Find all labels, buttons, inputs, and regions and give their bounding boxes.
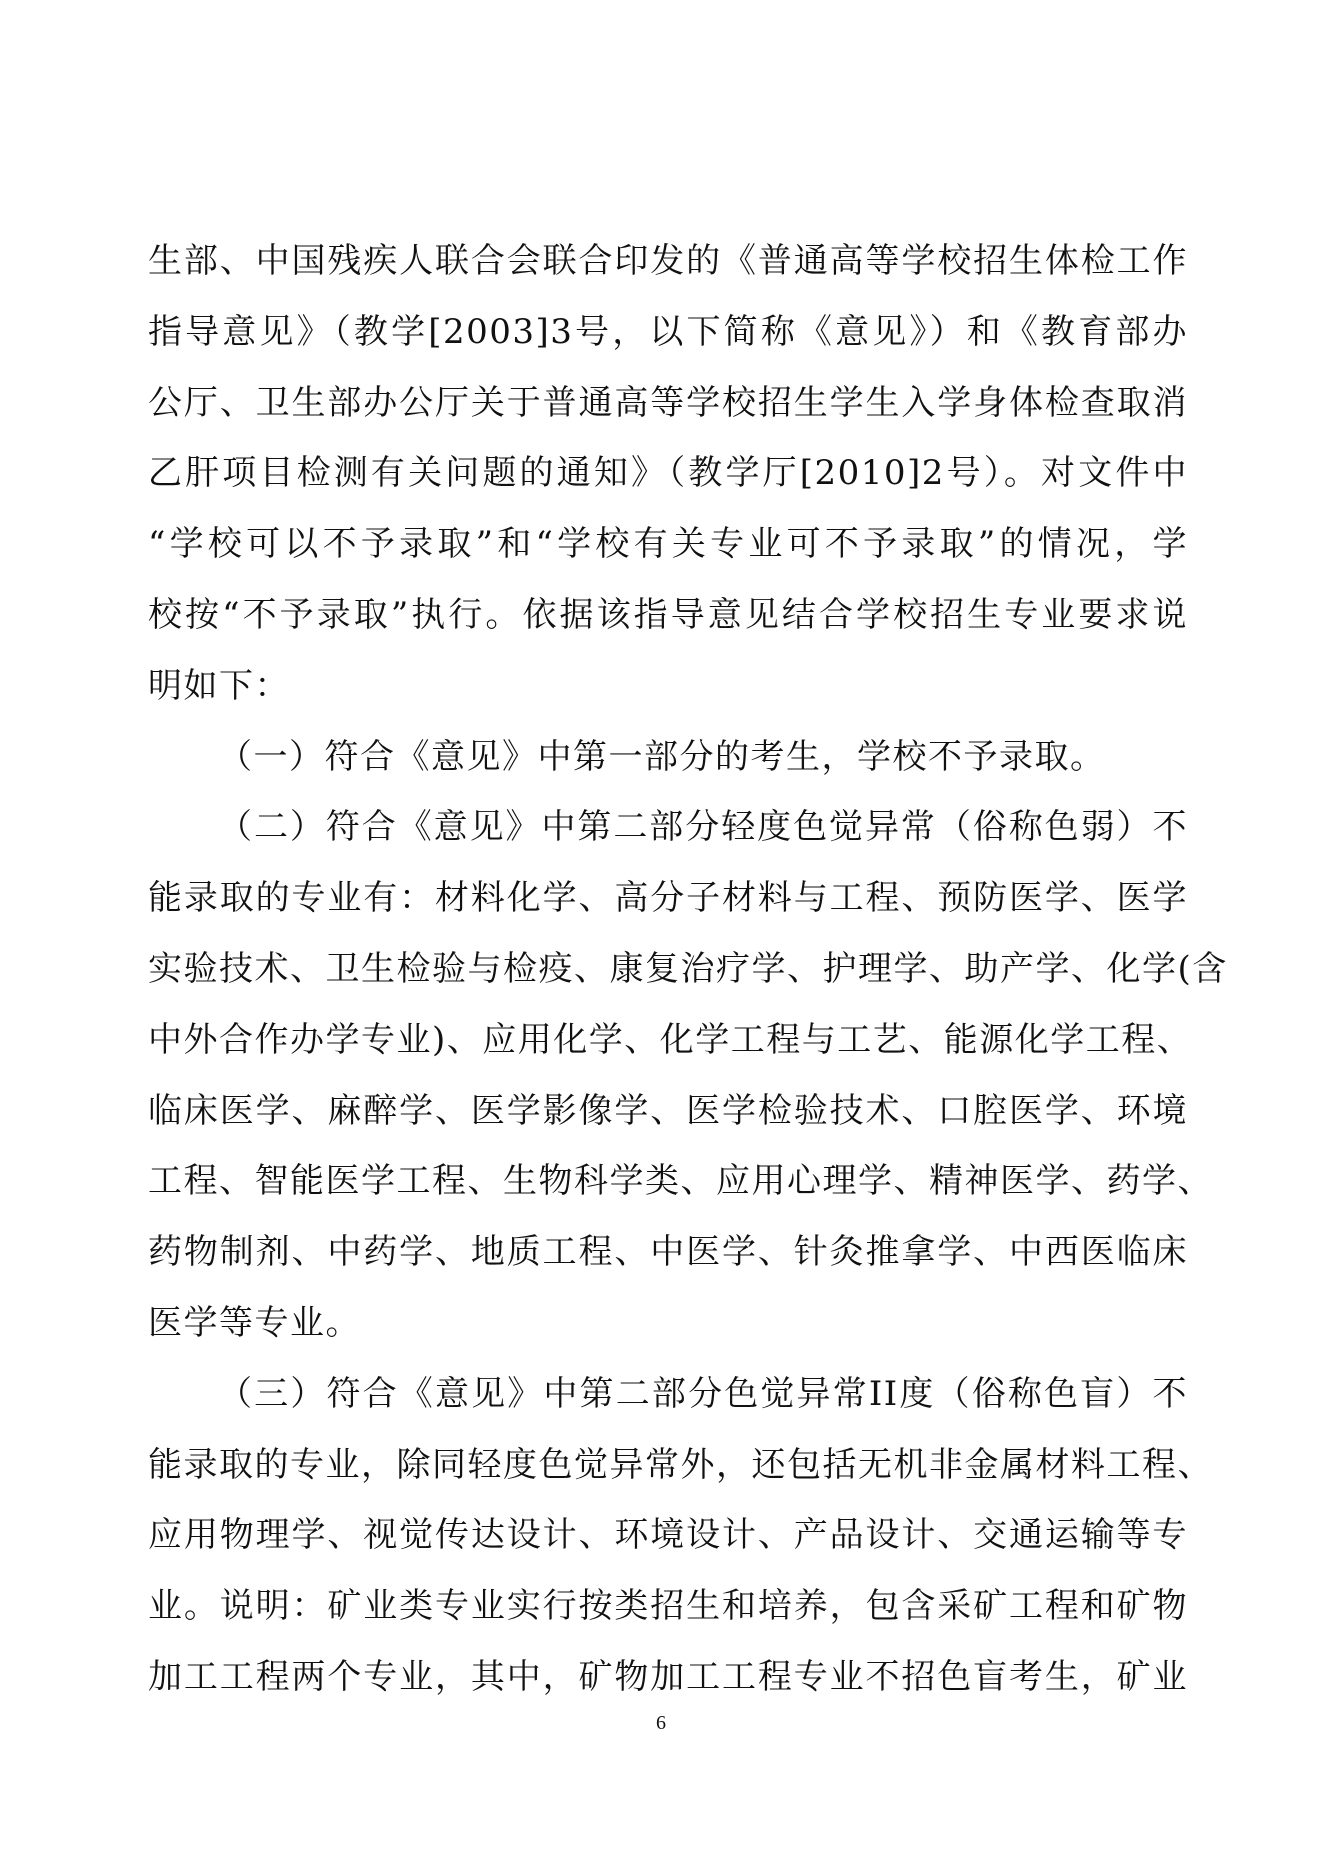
text-line: 指导意见》（教学[2003]3号，以下简称《意见》）和《教育部办 — [148, 311, 1188, 352]
text-line: 药物制剂、中药学、地质工程、中医学、针灸推拿学、中西医临床 — [148, 1232, 1188, 1273]
text-line: 医学等专业。 — [148, 1302, 361, 1343]
text-line: 实验技术、卫生检验与检疫、康复治疗学、护理学、助产学、化学(含 — [148, 948, 1228, 989]
text-line: 工程、智能医学工程、生物科学类、应用心理学、精神医学、药学、 — [148, 1161, 1213, 1202]
text-line: 能录取的专业有：材料化学、高分子材料与工程、预防医学、医学 — [148, 878, 1188, 919]
text-line: 加工工程两个专业，其中，矿物加工工程专业不招色盲考生，矿业 — [148, 1656, 1188, 1697]
text-line: “学校可以不予录取”和“学校有关专业可不予录取”的情况，学 — [148, 524, 1188, 565]
text-line: 临床医学、麻醉学、医学影像学、医学检验技术、口腔医学、环境 — [148, 1090, 1188, 1131]
text-line: 明如下： — [148, 665, 290, 706]
page-number: 6 — [656, 1712, 666, 1734]
paragraph-1: （一）符合《意见》中第一部分的考生，学校不予录取。 — [218, 736, 1106, 777]
text-line: 能录取的专业，除同轻度色觉异常外，还包括无机非金属材料工程、 — [148, 1444, 1213, 1485]
paragraph-2-start: （二）符合《意见》中第二部分轻度色觉异常（俗称色弱）不 — [218, 807, 1188, 848]
text-line: 应用物理学、视觉传达设计、环境设计、产品设计、交通运输等专 — [148, 1515, 1188, 1556]
text-line: 生部、中国残疾人联合会联合印发的《普通高等学校招生体检工作 — [148, 241, 1188, 281]
text-line: 校按“不予录取”执行。依据该指导意见结合学校招生专业要求说 — [148, 594, 1188, 635]
text-line: 公厅、卫生部办公厅关于普通高等学校招生学生入学身体检查取消 — [148, 382, 1188, 423]
text-line: 乙肝项目检测有关问题的通知》（教学厅[2010]2号）。对文件中 — [148, 453, 1188, 494]
text-line: 中外合作办学专业)、应用化学、化学工程与工艺、能源化学工程、 — [148, 1019, 1193, 1060]
text-line: 业。说明：矿业类专业实行按类招生和培养，包含采矿工程和矿物 — [148, 1586, 1188, 1627]
paragraph-3-start: （三）符合《意见》中第二部分色觉异常II度（俗称色盲）不 — [218, 1373, 1188, 1414]
body-text — [148, 226, 1228, 1713]
